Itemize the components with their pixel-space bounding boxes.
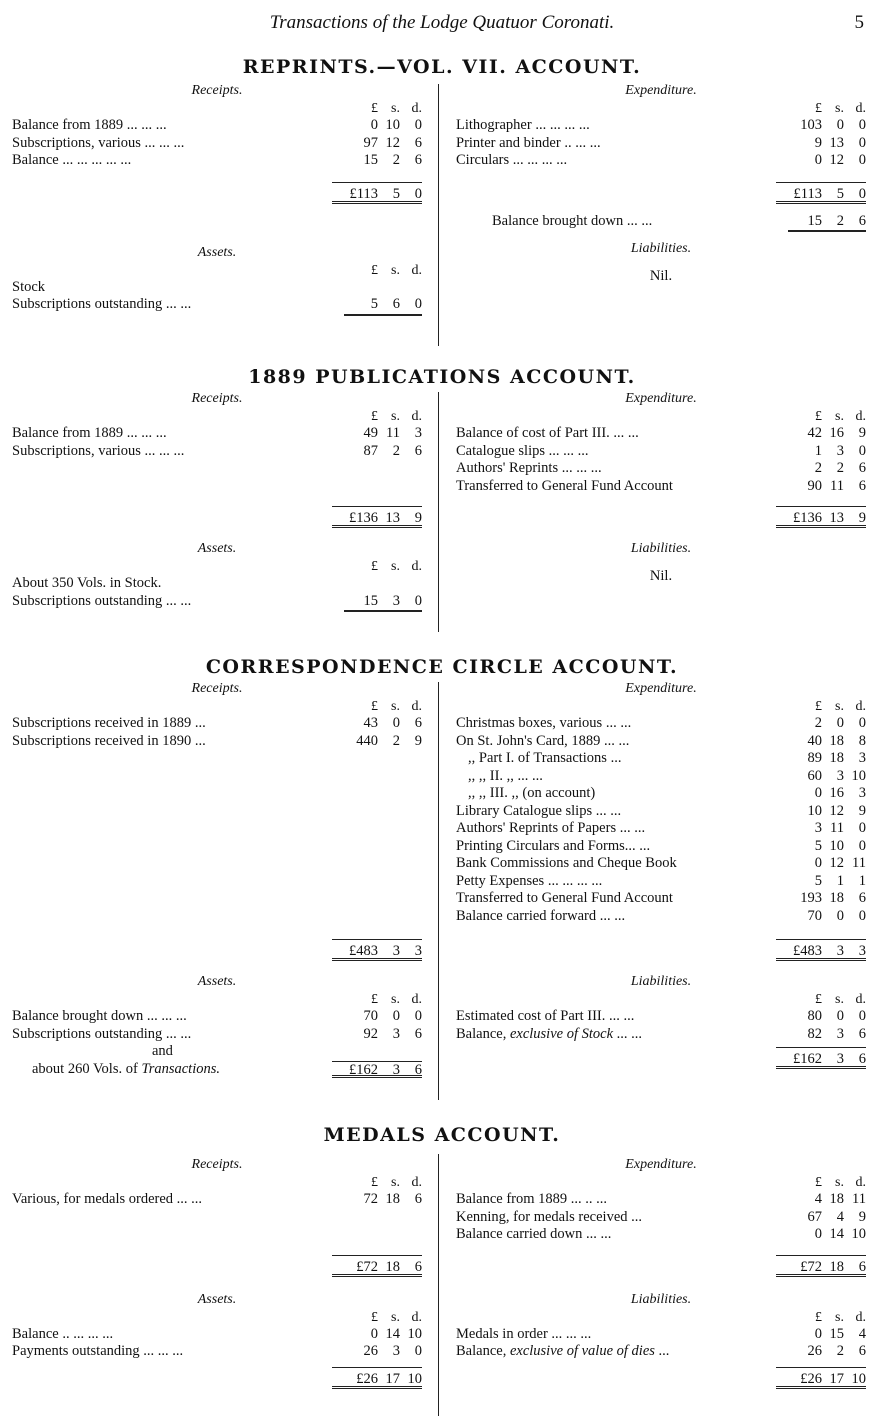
ledger-row: Balance, exclusive of value of dies ... 26 2 6 xyxy=(456,1343,866,1359)
underline-rule xyxy=(456,230,866,232)
expenditure-column xyxy=(456,680,866,1069)
running-title: Transactions of the Lodge Quatuor Coronati. xyxy=(269,12,615,33)
expenditure-total: £113 5 0 xyxy=(456,182,866,204)
lsd-header: £ s. d. xyxy=(815,992,866,1007)
assets-heading: Assets. xyxy=(197,541,237,556)
lsd-header: £ s. d. xyxy=(371,101,422,116)
column-divider xyxy=(438,1154,439,1416)
expenditure-heading: Expenditure. xyxy=(625,681,697,696)
ledger-row: Lithographer ... ... ... ... 103 0 0 xyxy=(456,117,866,133)
ledger-row: Balance from 1889 ... ... ... 0 10 0 xyxy=(12,117,422,133)
ledger-row: Balance ... ... ... ... ... 15 2 6 xyxy=(12,152,422,168)
lsd-header: £ s. d. xyxy=(371,699,422,714)
correspondence-circle-account xyxy=(0,656,884,1102)
ledger-row: Balance carried down ... ... 0 14 10 xyxy=(456,1226,866,1242)
ledger-row: Subscriptions received in 1889 ... 43 0 6 xyxy=(12,715,422,731)
ledger-row: Estimated cost of Part III. ... ... 80 0 0 xyxy=(456,1008,866,1024)
ledger-row: Balance from 1889 ... .. ... 4 18 11 xyxy=(456,1191,866,1207)
ledger-row: Printing Circulars and Forms... ... 5 10 0 xyxy=(456,837,866,854)
receipts-total: £72 18 6 xyxy=(12,1255,422,1277)
reprints-account xyxy=(0,56,884,346)
page-number: 5 xyxy=(854,12,864,33)
assets-total: £26 17 10 xyxy=(12,1367,422,1389)
ledger-row: Balance brought down ... ... ... 70 0 0 xyxy=(12,1008,422,1024)
ledger-row: Subscriptions, various ... ... ... 87 2 6 xyxy=(12,442,422,459)
column-divider xyxy=(438,682,439,1100)
ledger-row: Authors' Reprints ... ... ... 2 2 6 xyxy=(456,460,866,476)
expenditure-heading: Expenditure. xyxy=(625,391,697,406)
assets-heading: Assets. xyxy=(197,974,237,989)
section-title: 1889 PUBLICATIONS ACCOUNT. xyxy=(248,366,636,388)
liabilities-heading: Liabilities. xyxy=(630,1291,692,1307)
lsd-header: £ s. d. xyxy=(371,409,422,424)
lsd-header: £ s. d. xyxy=(371,992,422,1007)
liabilities-heading: Liabilities. xyxy=(630,541,692,556)
ledger-row: Printer and binder .. ... ... 9 13 0 xyxy=(456,134,866,151)
ledger-row: and xyxy=(152,1043,173,1059)
ledger-row: Balance brought down ... ... 15 2 6 xyxy=(492,212,866,229)
liabilities-heading: Liabilities. xyxy=(630,241,692,256)
receipts-heading: Receipts. xyxy=(191,1157,243,1172)
ledger-row: Transferred to General Fund Account 193 18 6 xyxy=(456,890,866,906)
underline-rule xyxy=(12,610,422,612)
ledger-row: Medals in order ... ... ... 0 15 4 xyxy=(456,1325,866,1342)
ledger-row: Transferred to General Fund Account 90 11 6 xyxy=(456,477,866,494)
lsd-header: £ s. d. xyxy=(371,559,422,574)
underline-rule xyxy=(12,314,422,316)
assets-heading: Assets. xyxy=(197,1291,237,1307)
ledger-row: Bank Commissions and Cheque Book 0 12 11 xyxy=(456,855,866,871)
ledger-row: Balance carried forward ... ... 70 0 0 xyxy=(456,907,866,924)
receipts-heading: Receipts. xyxy=(191,83,243,98)
liabilities-total: £162 3 6 xyxy=(456,1047,866,1069)
ledger-row: About 350 Vols. in Stock. xyxy=(12,575,162,591)
expenditure-column xyxy=(456,390,866,585)
liabilities-nil: Nil. xyxy=(649,268,673,284)
ledger-row: Catalogue slips ... ... ... 1 3 0 xyxy=(456,442,866,459)
lsd-header: £ s. d. xyxy=(815,101,866,116)
liabilities-nil: Nil. xyxy=(649,568,673,584)
publications-account xyxy=(0,366,884,636)
ledger-row: ,, ,, III. ,, (on account) 0 16 3 xyxy=(468,785,866,801)
expenditure-total: £136 13 9 xyxy=(456,506,866,528)
ledger-row: Circulars ... ... ... ... 0 12 0 xyxy=(456,152,866,168)
ledger-total-row: about 260 Vols. of Transactions. £162 3 6 xyxy=(32,1060,422,1078)
column-divider xyxy=(438,392,439,632)
receipts-heading: Receipts. xyxy=(191,391,243,406)
lsd-header: £ s. d. xyxy=(815,1175,866,1190)
section-title: CORRESPONDENCE CIRCLE ACCOUNT. xyxy=(205,656,679,678)
medals-account xyxy=(0,1124,884,1424)
receipts-column xyxy=(12,1156,422,1389)
ledger-row: Balance from 1889 ... ... ... 49 11 3 xyxy=(12,425,422,441)
lsd-header: £ s. d. xyxy=(815,699,866,714)
ledger-row: Authors' Reprints of Papers ... ... 3 11 0 xyxy=(456,820,866,836)
ledger-row: Christmas boxes, various ... ... 2 0 0 xyxy=(456,715,866,731)
assets-heading: Assets. xyxy=(197,244,237,260)
ledger-row: Balance .. ... ... ... 0 14 10 xyxy=(12,1325,422,1342)
section-title: MEDALS ACCOUNT. xyxy=(323,1124,561,1146)
expenditure-heading: Expenditure. xyxy=(625,83,697,98)
receipts-total: £483 3 3 xyxy=(12,939,422,961)
ledger-row: Subscriptions received in 1890 ... 440 2 9 xyxy=(12,732,422,749)
expenditure-total: £72 18 6 xyxy=(456,1255,866,1277)
ledger-row: Subscriptions, various ... ... ... 97 12 6 xyxy=(12,134,422,151)
ledger-row: Balance of cost of Part III. ... ... 42 16 9 xyxy=(456,425,866,441)
receipts-column xyxy=(12,390,422,612)
ledger-row: Payments outstanding ... ... ... 26 3 0 xyxy=(12,1343,422,1359)
ledger-row: Subscriptions outstanding ... ... 15 3 0 xyxy=(12,592,422,609)
lsd-header: £ s. d. xyxy=(371,1175,422,1190)
ledger-row: Subscriptions outstanding ... ... 92 3 6 xyxy=(12,1025,422,1042)
column-divider xyxy=(438,84,439,346)
ledger-row: Petty Expenses ... ... ... ... 5 1 1 xyxy=(456,872,866,889)
expenditure-column xyxy=(456,1156,866,1389)
ledger-row: ,, ,, II. ,, ... ... 60 3 10 xyxy=(468,767,866,784)
expenditure-heading: Expenditure. xyxy=(625,1157,697,1172)
receipts-total: £136 13 9 xyxy=(12,506,422,528)
receipts-column xyxy=(12,680,422,1078)
ledger-row: ,, Part I. of Transactions ... 89 18 3 xyxy=(468,750,866,766)
section-title: REPRINTS.—VOL. VII. ACCOUNT. xyxy=(242,56,642,78)
expenditure-column xyxy=(456,82,866,285)
ledger-row: Various, for medals ordered ... ... 72 18 6 xyxy=(12,1191,422,1207)
receipts-heading: Receipts. xyxy=(191,681,243,696)
ledger-row: Balance, exclusive of Stock ... ... 82 3 6 xyxy=(456,1025,866,1042)
lsd-header: £ s. d. xyxy=(815,1309,866,1325)
ledger-row: Library Catalogue slips ... ... 10 12 9 xyxy=(456,802,866,819)
receipts-column xyxy=(12,82,422,316)
ledger-row: On St. John's Card, 1889 ... ... 40 18 8 xyxy=(456,732,866,749)
ledger-row: Subscriptions outstanding ... ... 5 6 0 xyxy=(12,296,422,312)
lsd-header: £ s. d. xyxy=(815,409,866,424)
ledger-row: Stock xyxy=(12,278,46,295)
lsd-header: £ s. d. xyxy=(371,262,422,278)
ledger-row: Kenning, for medals received ... 67 4 9 xyxy=(456,1208,866,1225)
liabilities-total: £26 17 10 xyxy=(456,1367,866,1389)
receipts-total: £113 5 0 xyxy=(12,182,422,204)
expenditure-total: £483 3 3 xyxy=(456,939,866,961)
page-header xyxy=(0,12,884,40)
lsd-header: £ s. d. xyxy=(371,1309,422,1325)
liabilities-heading: Liabilities. xyxy=(630,974,692,989)
